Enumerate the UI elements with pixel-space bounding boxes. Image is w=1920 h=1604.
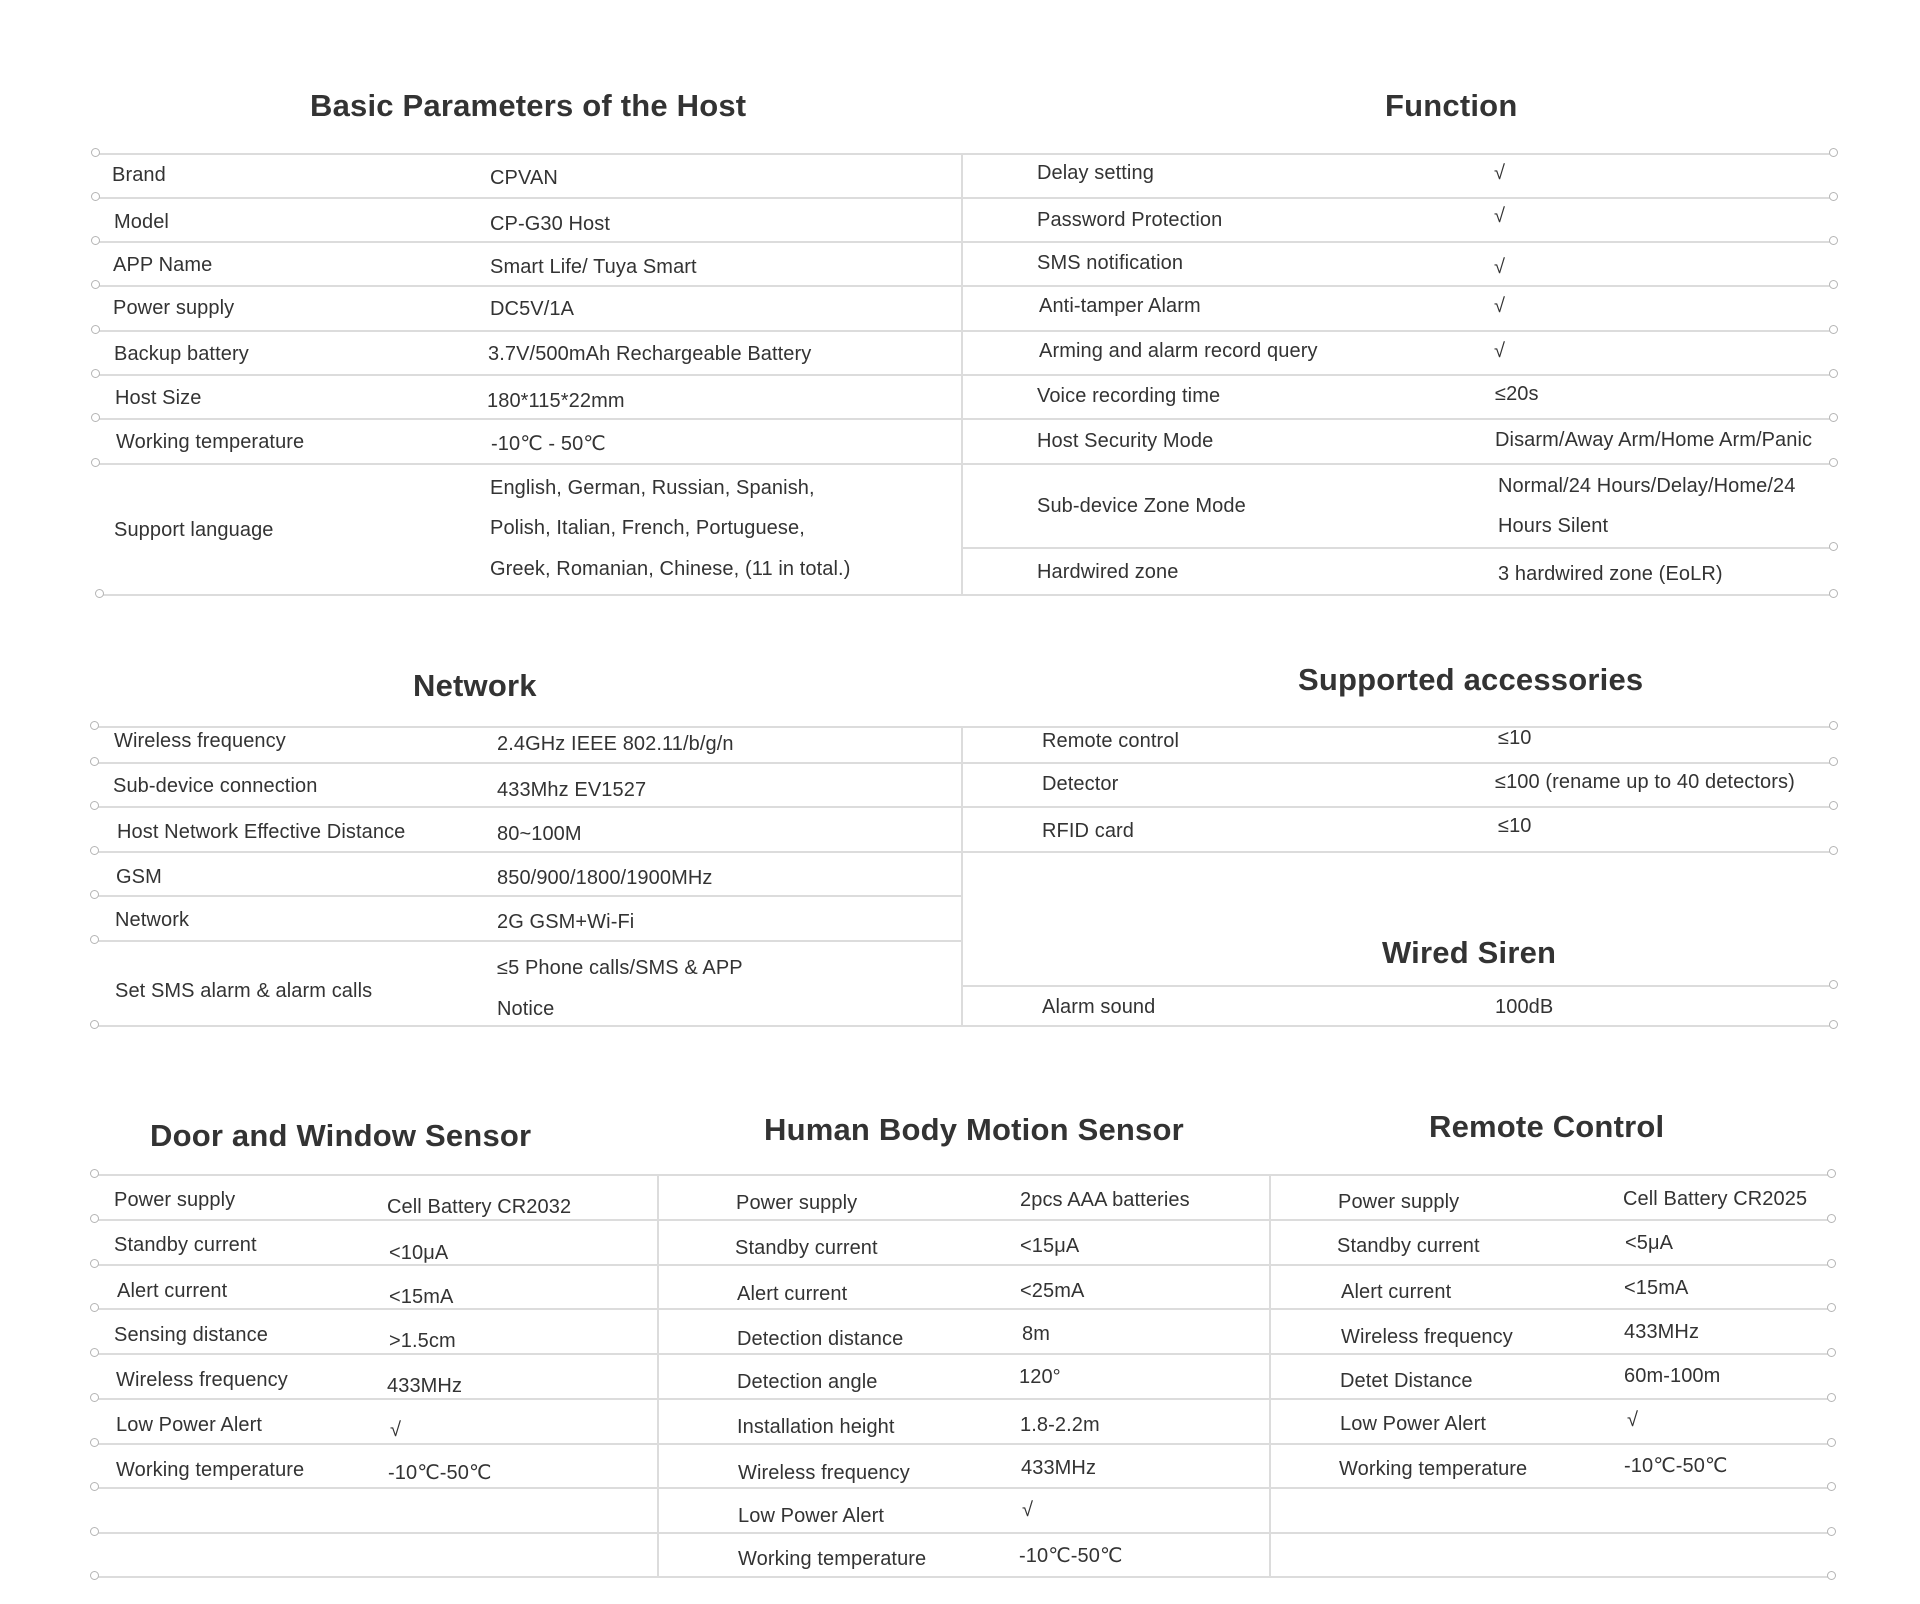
row-divider [96,762,1834,764]
row-value-line: Hours Silent [1498,515,1609,537]
row-divider [96,1308,1832,1310]
row-label: Arming and alarm record query [1039,340,1318,362]
row-divider [96,1353,1832,1355]
line-end-dot [1829,801,1838,810]
row-divider [96,1025,1834,1027]
row-label: Detector [1042,773,1119,795]
row-label: Detection angle [737,1371,878,1393]
row-value: <15mA [1624,1277,1689,1299]
line-end-dot [1829,369,1838,378]
line-end-dot [1827,1438,1836,1447]
row-label: Host Size [115,387,202,409]
row-value: -10℃ - 50℃ [491,433,606,455]
row-label: Power supply [736,1192,858,1214]
row-divider [97,463,1834,465]
row-value: <25mA [1020,1280,1085,1302]
line-end-dot [90,1214,99,1223]
row-label: Power supply [113,297,235,319]
line-end-dot [1827,1393,1836,1402]
row-label: Host Security Mode [1037,430,1214,452]
line-end-dot [91,280,100,289]
row-value: DC5V/1A [490,298,575,320]
row-value: 1.8-2.2m [1020,1414,1100,1436]
row-divider [97,153,1834,155]
section-title: Supported accessories [1298,662,1644,697]
row-value: ≤10 [1498,727,1532,749]
row-value: 2G GSM+Wi-Fi [497,911,635,933]
row-value: 433MHz [1624,1321,1700,1343]
row-divider [97,374,1834,376]
row-label: Voice recording time [1037,385,1221,407]
check-mark: √ [1494,205,1506,227]
row-label: APP Name [113,254,213,276]
section-title: Network [413,668,537,703]
row-label: Standby current [114,1234,257,1256]
line-end-dot [90,890,99,899]
row-value: 433MHz [387,1375,463,1397]
line-end-dot [1829,980,1838,989]
row-label: Installation height [737,1416,895,1438]
line-end-dot [1827,1169,1836,1178]
line-end-dot [90,1571,99,1580]
check-mark: √ [1022,1499,1034,1521]
row-value: <5μA [1625,1232,1674,1254]
line-end-dot [1829,846,1838,855]
row-label: Low Power Alert [738,1505,885,1527]
section-title: Remote Control [1429,1109,1665,1144]
row-divider [96,1443,1832,1445]
section-title: Wired Siren [1382,935,1557,970]
row-label: Set SMS alarm & alarm calls [115,980,373,1002]
row-label: Alarm sound [1042,996,1156,1018]
line-end-dot [90,1348,99,1357]
row-label: Host Network Effective Distance [117,821,406,843]
row-divider [96,806,1834,808]
line-end-dot [90,935,99,944]
line-end-dot [1829,458,1838,467]
row-value: 8m [1022,1323,1050,1345]
check-mark: √ [1494,340,1506,362]
line-end-dot [1829,589,1838,598]
row-value-line: ≤5 Phone calls/SMS & APP [497,957,743,979]
row-value: <15mA [389,1286,454,1308]
line-end-dot [90,1438,99,1447]
row-value: 120° [1019,1366,1061,1388]
line-end-dot [1827,1571,1836,1580]
line-end-dot [91,369,100,378]
line-end-dot [1827,1348,1836,1357]
row-label: GSM [116,866,162,888]
row-divider [96,1576,1832,1578]
line-end-dot [1829,148,1838,157]
row-value: -10℃-50℃ [1019,1545,1123,1567]
line-end-dot [90,1482,99,1491]
check-mark: √ [1627,1409,1639,1431]
row-value: -10℃-50℃ [1624,1455,1728,1477]
row-label: Standby current [735,1237,878,1259]
row-label: Model [114,211,169,233]
section-title: Basic Parameters of the Host [310,88,747,123]
row-value: Smart Life/ Tuya Smart [490,256,697,278]
row-value: <10μA [389,1242,449,1264]
line-end-dot [90,721,99,730]
line-end-dot [90,846,99,855]
row-label: Low Power Alert [1340,1413,1487,1435]
row-divider [96,1264,1832,1266]
row-value-line: Greek, Romanian, Chinese, (11 in total.) [490,558,851,580]
row-label: Hardwired zone [1037,561,1179,583]
row-divider [96,895,962,897]
row-value: 80~100M [497,823,582,845]
line-end-dot [1829,280,1838,289]
row-label: Remote control [1042,730,1180,752]
row-value: 433MHz [1021,1457,1097,1479]
row-label: SMS notification [1037,252,1184,274]
row-value: 2pcs AAA batteries [1020,1189,1190,1211]
check-mark: √ [390,1419,402,1441]
line-end-dot [1827,1303,1836,1312]
row-label: Detet Distance [1340,1370,1473,1392]
row-label: Alert current [737,1283,848,1305]
row-divider [97,241,1834,243]
row-divider [97,285,1834,287]
row-value: CPVAN [490,167,558,189]
line-end-dot [90,1393,99,1402]
row-divider [100,594,1834,596]
row-label: Working temperature [116,1459,305,1481]
row-divider [96,1219,1832,1221]
row-label: Alert current [117,1280,228,1302]
row-divider [97,197,1834,199]
line-end-dot [91,192,100,201]
row-divider [962,985,1834,987]
check-mark: √ [1494,256,1506,278]
row-value: 60m-100m [1624,1365,1721,1387]
line-end-dot [90,1020,99,1029]
row-value: >1.5cm [389,1330,456,1352]
line-end-dot [95,589,104,598]
row-value: ≤20s [1495,383,1539,405]
line-end-dot [90,1303,99,1312]
line-end-dot [1829,413,1838,422]
line-end-dot [90,1527,99,1536]
row-label: Detection distance [737,1328,904,1350]
line-end-dot [91,325,100,334]
section-title: Door and Window Sensor [150,1118,532,1153]
row-value: Cell Battery CR2025 [1623,1188,1808,1210]
row-value: Cell Battery CR2032 [387,1196,572,1218]
line-end-dot [91,236,100,245]
row-value: 2.4GHz IEEE 802.11/b/g/n [497,733,734,755]
row-label: Working temperature [116,431,305,453]
row-divider [96,940,962,942]
row-value-line: English, German, Russian, Spanish, [490,477,815,499]
row-divider [96,1398,1832,1400]
row-divider [97,330,1834,332]
row-label: Working temperature [738,1548,927,1570]
row-label: Network [115,909,190,931]
row-value: CP-G30 Host [490,213,611,235]
line-end-dot [91,458,100,467]
row-divider [96,1174,1832,1176]
row-label: Sub-device Zone Mode [1037,495,1246,517]
row-value: Disarm/Away Arm/Home Arm/Panic [1495,429,1813,451]
line-end-dot [90,1259,99,1268]
section-title: Function [1385,88,1518,123]
line-end-dot [1827,1527,1836,1536]
row-label: Power supply [114,1189,236,1211]
row-value: 3.7V/500mAh Rechargeable Battery [488,343,812,365]
row-label: Brand [112,164,166,186]
row-value-line: Polish, Italian, French, Portuguese, [490,517,805,539]
line-end-dot [1827,1482,1836,1491]
row-value: 850/900/1800/1900MHz [497,867,713,889]
row-label: Backup battery [114,343,249,365]
row-label: Wireless frequency [114,730,286,752]
row-label: Delay setting [1037,162,1154,184]
row-label: Sub-device connection [113,775,318,797]
row-label: Low Power Alert [116,1414,263,1436]
column-divider [657,1174,659,1577]
row-label: Alert current [1341,1281,1452,1303]
line-end-dot [1829,325,1838,334]
line-end-dot [91,148,100,157]
row-label: Sensing distance [114,1324,268,1346]
row-value-line: Normal/24 Hours/Delay/Home/24 [1498,475,1796,497]
row-value: 3 hardwired zone (EoLR) [1498,563,1723,585]
check-mark: √ [1494,295,1506,317]
row-label: Wireless frequency [1341,1326,1513,1348]
line-end-dot [1829,236,1838,245]
row-label: Power supply [1338,1191,1460,1213]
row-divider [96,726,1834,728]
row-divider [97,418,1834,420]
line-end-dot [1829,1020,1838,1029]
column-divider [961,726,963,1026]
row-label: Working temperature [1339,1458,1528,1480]
line-end-dot [90,757,99,766]
line-end-dot [1827,1214,1836,1223]
row-value-line: Notice [497,998,555,1020]
row-value: <15μA [1020,1235,1080,1257]
column-divider [1269,1174,1271,1577]
row-label: Wireless frequency [116,1369,288,1391]
line-end-dot [1829,721,1838,730]
row-label: Wireless frequency [738,1462,910,1484]
line-end-dot [90,801,99,810]
row-value: ≤10 [1498,815,1532,837]
row-divider [962,547,1834,549]
line-end-dot [1829,757,1838,766]
line-end-dot [1829,542,1838,551]
row-label: Password Protection [1037,209,1223,231]
row-value: 100dB [1495,996,1554,1018]
row-value: 433Mhz EV1527 [497,779,647,801]
row-value: 180*115*22mm [487,390,625,412]
row-label: RFID card [1042,820,1135,842]
line-end-dot [1829,192,1838,201]
row-label: Standby current [1337,1235,1480,1257]
column-divider [961,153,963,595]
row-value: -10℃-50℃ [388,1462,492,1484]
row-label: Anti-tamper Alarm [1039,295,1201,317]
row-divider [96,851,1834,853]
row-value: ≤100 (rename up to 40 detectors) [1495,771,1795,793]
line-end-dot [91,413,100,422]
check-mark: √ [1494,162,1506,184]
line-end-dot [1827,1259,1836,1268]
row-label: Support language [114,519,274,541]
line-end-dot [90,1169,99,1178]
row-divider [96,1532,1832,1534]
section-title: Human Body Motion Sensor [764,1112,1184,1147]
row-divider [96,1487,1832,1489]
